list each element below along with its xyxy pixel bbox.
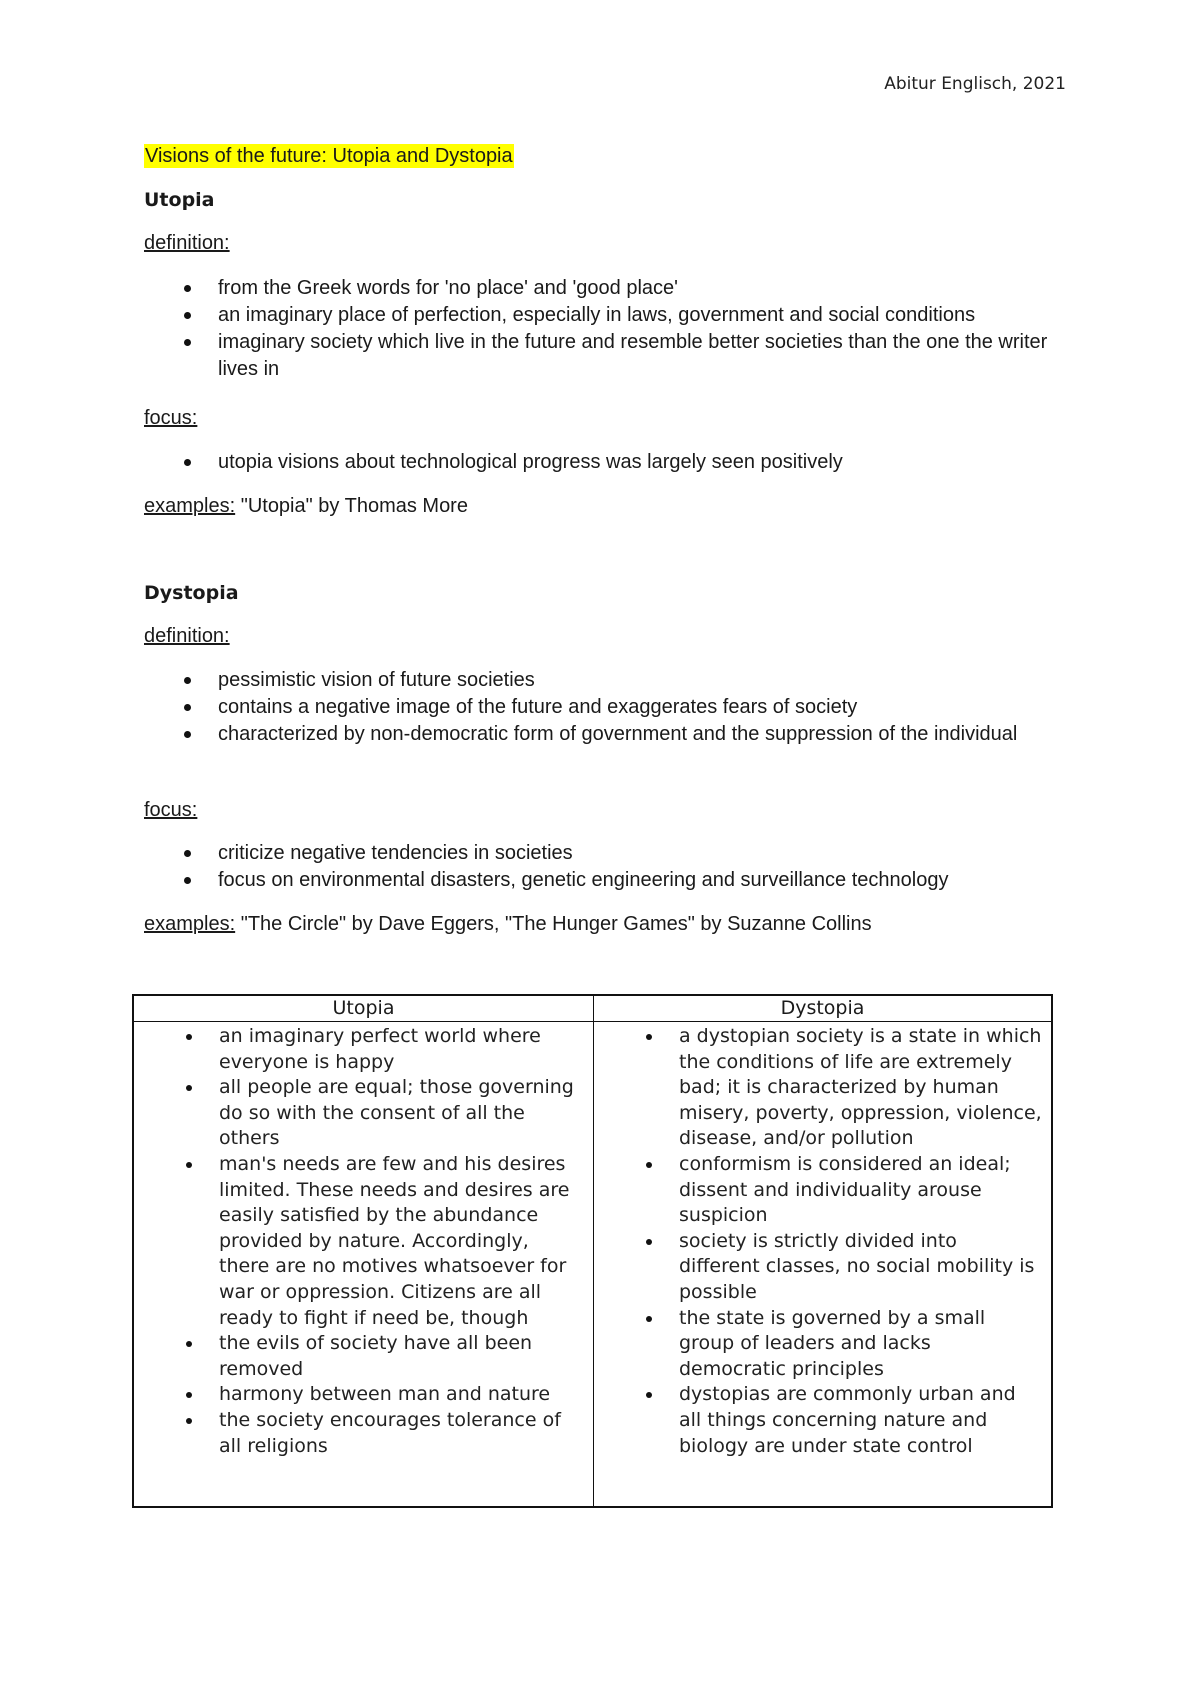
bullet-icon	[646, 1316, 652, 1322]
comparison-table	[132, 994, 1053, 1508]
utopia-examples	[144, 493, 1084, 519]
page-header: Abitur Englisch, 2021	[884, 74, 1066, 94]
table-list-item: dystopias are commonly urban and all things concerning nature and biology are under state control	[594, 1382, 1051, 1459]
utopia-definition-list	[144, 275, 1084, 383]
list-item: from the Greek words for 'no place' and 'good place'	[144, 275, 1084, 302]
table-list-item: harmony between man and nature	[134, 1382, 593, 1408]
document-title: Visions of the future: Utopia and Dystopia	[145, 145, 513, 167]
utopia-definition-label	[144, 230, 1084, 256]
bullet-icon	[184, 677, 191, 684]
bullet-icon	[184, 877, 191, 884]
table-list-item: the state is governed by a small group of leaders and lacks democratic principles	[594, 1306, 1051, 1383]
utopia-examples-text: "Utopia" by Thomas More	[235, 495, 468, 517]
list-item: pessimistic vision of future societies	[144, 667, 1084, 694]
list-item: contains a negative image of the future and exaggerates fears of society	[144, 694, 1084, 721]
table-header-dystopia: Dystopia	[594, 996, 1051, 1022]
list-item: an imaginary place of perfection, especially in laws, government and social conditions	[144, 302, 1084, 329]
bullet-icon	[186, 1085, 192, 1091]
bullet-icon	[646, 1392, 652, 1398]
bullet-icon	[184, 312, 191, 319]
utopia-focus-label: focus:	[144, 407, 198, 429]
utopia-heading: Utopia	[144, 189, 215, 211]
bullet-icon	[646, 1162, 652, 1168]
table-list-item: society is strictly divided into different classes, no social mobility is possible	[594, 1229, 1051, 1306]
bullet-icon	[646, 1239, 652, 1245]
table-list-item: an imaginary perfect world where everyone is happy	[134, 1024, 593, 1075]
utopia-table-list	[134, 1022, 593, 1459]
list-item: focus on environmental disasters, genetic engineering and surveillance technology	[144, 867, 1084, 894]
bullet-icon	[184, 339, 191, 346]
list-item: criticize negative tendencies in societies	[144, 840, 1084, 867]
dystopia-definition-label: definition:	[144, 625, 230, 647]
utopia-focus-list	[144, 449, 1084, 476]
dystopia-examples-label: examples:	[144, 913, 236, 935]
bullet-icon	[184, 850, 191, 857]
dystopia-examples-text: "The Circle" by Dave Eggers, "The Hunger Games" by Suzanne Collins	[235, 913, 872, 935]
list-item: characterized by non-democratic form of government and the suppression of the individual	[144, 721, 1084, 748]
list-item: utopia visions about technological progress was largely seen positively	[144, 449, 1084, 476]
bullet-icon	[186, 1418, 192, 1424]
table-column-utopia	[134, 996, 594, 1506]
bullet-icon	[186, 1341, 192, 1347]
bullet-icon	[184, 285, 191, 292]
table-list-item: the evils of society have all been removed	[134, 1331, 593, 1382]
dystopia-heading: Dystopia	[144, 582, 239, 604]
table-list-item: man's needs are few and his desires limited. These needs and desires are easily satisfied by the abundance provided by nature. Accordingly, there are no motives whatsoever for war or oppression. Citizens are all ready to fight if need be, though	[134, 1152, 593, 1331]
dystopia-table-list	[594, 1022, 1051, 1459]
bullet-icon	[186, 1392, 192, 1398]
dystopia-definition-list	[144, 667, 1084, 748]
table-list-item: all people are equal; those governing do so with the consent of all the others	[134, 1075, 593, 1152]
table-column-dystopia	[594, 996, 1051, 1506]
bullet-icon	[186, 1162, 192, 1168]
table-list-item: the society encourages tolerance of all religions	[134, 1408, 593, 1459]
bullet-icon	[184, 704, 191, 711]
bullet-icon	[184, 731, 191, 738]
table-header-utopia: Utopia	[134, 996, 593, 1022]
dystopia-examples	[144, 911, 1084, 937]
bullet-icon	[184, 459, 191, 466]
bullet-icon	[646, 1034, 652, 1040]
dystopia-focus-list	[144, 840, 1084, 894]
list-item: imaginary society which live in the future and resemble better societies than the one the writer lives in	[144, 329, 1084, 383]
utopia-examples-label: examples:	[144, 495, 236, 517]
dystopia-focus-label: focus:	[144, 799, 198, 821]
utopia-definition-label-text: definition:	[144, 232, 230, 254]
bullet-icon	[186, 1034, 192, 1040]
table-list-item: a dystopian society is a state in which the conditions of life are extremely bad; it is characterized by human misery, poverty, oppression, violence, disease, and/or pollution	[594, 1024, 1051, 1152]
table-list-item: conformism is considered an ideal; dissent and individuality arouse suspicion	[594, 1152, 1051, 1229]
